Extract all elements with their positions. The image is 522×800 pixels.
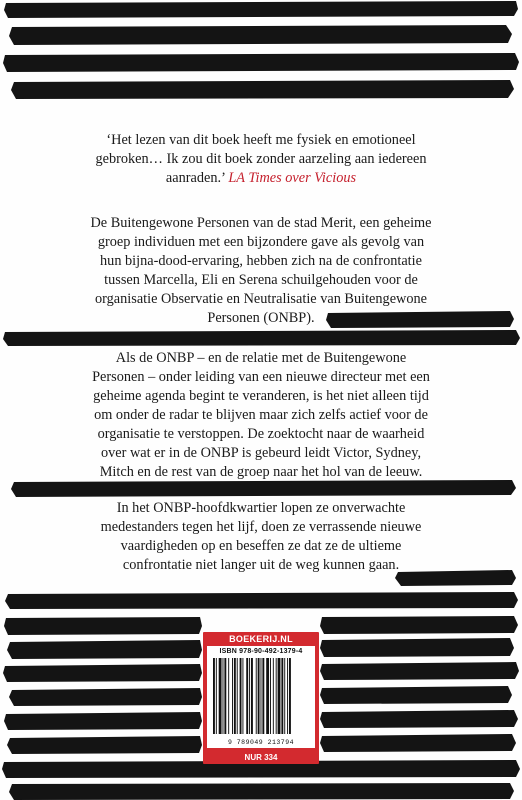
redaction-stripe bbox=[9, 783, 514, 800]
barcode-bar bbox=[266, 658, 269, 734]
redaction-stripe bbox=[3, 53, 519, 72]
redaction-stripe bbox=[4, 1, 518, 18]
paragraph-line: om onder de radar te blijven maar zich zelfs actief voor de bbox=[94, 407, 428, 423]
quote-line bbox=[0, 169, 522, 188]
blurb-paragraph-2 bbox=[0, 349, 522, 482]
barcode-bar bbox=[287, 658, 288, 734]
paragraph-line: Personen (ONBP). bbox=[207, 310, 315, 326]
barcode-bar bbox=[289, 658, 291, 734]
barcode-bar bbox=[249, 658, 250, 734]
barcode-bar bbox=[258, 658, 260, 734]
blurb-paragraph-3 bbox=[0, 499, 522, 575]
redaction-stripe bbox=[11, 480, 516, 497]
barcode-bar bbox=[219, 658, 222, 734]
redaction-stripe bbox=[3, 664, 202, 682]
barcode-label bbox=[203, 632, 319, 764]
blurb-paragraph-1 bbox=[0, 214, 522, 328]
review-quote bbox=[0, 131, 522, 188]
paragraph-line: organisatie Observatie en Neutralisatie van Buitengewone bbox=[94, 291, 428, 307]
paragraph-line: confrontatie niet langer uit de weg kunnen gaan. bbox=[122, 557, 400, 573]
redaction-stripe bbox=[5, 592, 518, 609]
nur-code: NUR 334 bbox=[244, 753, 278, 762]
barcode-bar bbox=[228, 658, 229, 734]
barcode-bar bbox=[261, 658, 262, 734]
barcode-bar bbox=[213, 658, 215, 734]
redaction-stripe bbox=[320, 616, 518, 634]
barcode-bar bbox=[256, 658, 257, 734]
quote-text: aanraden.’ bbox=[165, 170, 229, 186]
redaction-stripe bbox=[4, 712, 202, 730]
barcode-bar bbox=[276, 658, 277, 734]
barcode-bar bbox=[232, 658, 233, 734]
barcode-bar bbox=[284, 658, 285, 734]
barcode-bar bbox=[246, 658, 248, 734]
redaction-stripe bbox=[320, 710, 518, 728]
paragraph-line: Mitch en de rest van de groep naar het hol van de leeuw. bbox=[99, 464, 423, 480]
quote-line: gebroken… Ik zou dit boek zonder aarzeling aan iedereen bbox=[95, 151, 427, 167]
redaction-stripe bbox=[320, 686, 512, 704]
barcode-bar bbox=[251, 658, 253, 734]
paragraph-line: medestanders tegen het lijf, doen ze verrassende nieuwe bbox=[100, 519, 422, 535]
redaction-stripe bbox=[320, 638, 514, 657]
redaction-stripe bbox=[9, 25, 512, 45]
isbn-label: ISBN 978-90-492-1379-4 bbox=[219, 648, 303, 655]
quote-line: ‘Het lezen van dit boek heeft me fysiek en emotioneel bbox=[106, 132, 416, 148]
barcode-bar bbox=[273, 658, 274, 734]
paragraph-line: hun bijna-dood-ervaring, hebben zich na de confrontatie bbox=[100, 253, 422, 269]
paragraph-line: geheime agenda begint te veranderen, is het niet alleen tijd bbox=[93, 388, 429, 404]
barcode-bar bbox=[278, 658, 281, 734]
paragraph-line: over wat er in de ONBP is gebeurd leidt Victor, Sydney, bbox=[100, 445, 422, 461]
barcode-bar bbox=[223, 658, 224, 734]
paragraph-line: In het ONBP-hoofdkwartier lopen ze onverwachte bbox=[116, 500, 406, 516]
barcode-bar bbox=[237, 658, 238, 734]
redaction-stripe bbox=[11, 80, 514, 99]
barcode-bar bbox=[240, 658, 242, 734]
publisher-url: BOEKERIJ.NL bbox=[229, 634, 293, 644]
paragraph-line: organisatie te verstoppen. De zoektocht naar de waarheid bbox=[97, 426, 425, 442]
redaction-stripe bbox=[7, 736, 202, 754]
barcode-bar bbox=[216, 658, 217, 734]
paragraph-line: De Buitengewone Personen van de stad Merit, een geheime bbox=[90, 215, 432, 231]
barcode-bar bbox=[270, 658, 271, 734]
barcode-panel bbox=[207, 646, 315, 748]
paragraph-line: Als de ONBP – en de relatie met de Buitengewone bbox=[115, 350, 407, 366]
redaction-stripe bbox=[320, 662, 519, 680]
redaction-stripe bbox=[320, 734, 516, 752]
barcode-digits: 9 789049 213794 bbox=[227, 739, 294, 746]
paragraph-line: Personen – onder leiding van een nieuwe directeur met een bbox=[92, 369, 430, 385]
redaction-stripe bbox=[9, 688, 202, 706]
redaction-stripe bbox=[4, 617, 202, 635]
barcode-bar bbox=[262, 658, 264, 734]
quote-attribution: LA Times over Vicious bbox=[228, 170, 357, 186]
barcode-bar bbox=[242, 658, 243, 734]
redaction-stripe bbox=[7, 640, 202, 659]
barcode-bar bbox=[281, 658, 283, 734]
paragraph-line: groep individuen met een bijzondere gave als gevolg van bbox=[97, 234, 425, 250]
paragraph-line: tussen Marcella, Eli en Serena schuilgehouden voor de bbox=[104, 272, 418, 288]
paragraph-line: vaardigheden op en beseffen ze dat ze de ultieme bbox=[120, 538, 402, 554]
barcode-bars bbox=[213, 658, 309, 734]
barcode-bar bbox=[224, 658, 226, 734]
barcode-bar bbox=[234, 658, 236, 734]
redaction-stripe bbox=[3, 330, 520, 346]
